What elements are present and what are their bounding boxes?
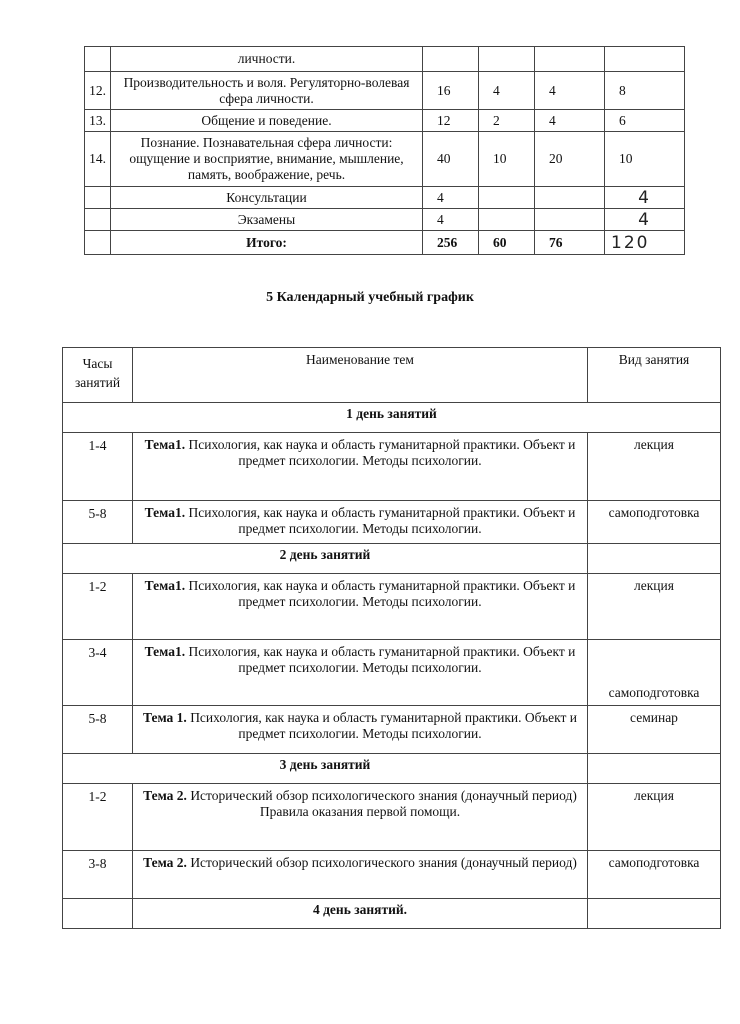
empty-cell — [588, 544, 721, 574]
type-cell: лекция — [588, 433, 721, 501]
row-number: 13. — [85, 110, 111, 132]
total-hours: 12 — [423, 110, 479, 132]
day-row — [63, 754, 721, 784]
table-row — [85, 72, 685, 110]
table-row — [85, 110, 685, 132]
schedule-row — [63, 501, 721, 544]
tema-label: Тема1. — [144, 437, 186, 452]
topic-header: Наименование тем — [133, 348, 588, 403]
topic-name: Консультации — [111, 187, 423, 209]
schedule-row — [63, 784, 721, 851]
total-hours: 4 — [423, 209, 479, 231]
study-load-table — [84, 46, 685, 255]
hours-header — [63, 348, 133, 403]
hours-cell: 5-8 — [63, 501, 133, 544]
hours-cell: 3-8 — [63, 851, 133, 899]
type-cell: самоподготовка — [588, 501, 721, 544]
tema-label: Тема1. — [144, 505, 186, 520]
row-number — [85, 231, 111, 255]
topic-name: Общение и поведение. — [111, 110, 423, 132]
lecture-hours — [479, 187, 535, 209]
self-study-hours: 8 — [605, 72, 685, 110]
topic-cell — [133, 501, 588, 544]
lecture-hours: 4 — [479, 72, 535, 110]
topic-text: Психология, как наука и область гуманитарной практики. Объект и предмет психологии. Методы психологии. — [188, 644, 576, 675]
self-study-hours-handwritten: 4 — [605, 209, 685, 231]
hours-cell: 3-4 — [63, 640, 133, 706]
topic-name: личности. — [111, 47, 423, 72]
section-title: 5 Календарный учебный график — [266, 290, 474, 305]
tema-label: Тема1. — [144, 578, 186, 593]
topic-text: Психология, как наука и область гуманитарной практики. Объект и предмет психологии. Методы психологии. — [188, 505, 576, 536]
total-hours: 40 — [423, 132, 479, 187]
type-header: Вид занятия — [588, 348, 721, 403]
day-label: 3 день занятий — [63, 754, 588, 784]
empty-cell — [63, 899, 133, 929]
self-study-hours-handwritten: 120 — [605, 231, 685, 255]
topic-name: Производительность и воля. Регуляторно-волевая сфера личности. — [111, 72, 423, 110]
schedule-row — [63, 706, 721, 754]
empty-cell — [588, 754, 721, 784]
row-number — [85, 47, 111, 72]
seminar-hours — [535, 187, 605, 209]
hours-cell: 5-8 — [63, 706, 133, 754]
lecture-hours — [479, 47, 535, 72]
topic-text: Психология, как наука и область гуманитарной практики. Объект и предмет психологии. Методы психологии. — [190, 710, 578, 741]
day-row — [63, 544, 721, 574]
hours-cell: 1-2 — [63, 784, 133, 851]
seminar-hours — [535, 209, 605, 231]
total-hours — [423, 47, 479, 72]
schedule-row — [63, 851, 721, 899]
row-number: 12. — [85, 72, 111, 110]
lecture-hours: 10 — [479, 132, 535, 187]
topic-cell — [133, 706, 588, 754]
type-cell: семинар — [588, 706, 721, 754]
tema-label: Тема 2. — [143, 788, 187, 803]
schedule-row — [63, 640, 721, 706]
self-study-hours: 6 — [605, 110, 685, 132]
total-hours: 256 — [423, 231, 479, 255]
table-row — [85, 47, 685, 72]
total-row — [85, 231, 685, 255]
total-hours: 4 — [423, 187, 479, 209]
day-row — [63, 899, 721, 929]
tema-label: Тема 1. — [142, 710, 187, 725]
topic-name: Познание. Познавательная сфера личности: ощущение и восприятие, внимание, мышление, память, воображение, речь. — [111, 132, 423, 187]
seminar-hours: 4 — [535, 72, 605, 110]
self-study-hours — [605, 47, 685, 72]
topic-cell — [133, 851, 588, 899]
hours-header-line2: занятий — [74, 375, 121, 390]
type-cell: самоподготовка — [588, 640, 721, 706]
schedule-row — [63, 433, 721, 501]
seminar-hours — [535, 47, 605, 72]
topic-text: Исторический обзор психологического знания (донаучный период) Правила оказания первой помощи. — [190, 788, 577, 819]
topic-cell — [133, 433, 588, 501]
day-label: 2 день занятий — [63, 544, 588, 574]
lecture-hours: 2 — [479, 110, 535, 132]
lecture-hours: 60 — [479, 231, 535, 255]
schedule-table — [62, 347, 721, 929]
day-label: 1 день занятий — [63, 403, 721, 433]
seminar-hours: 20 — [535, 132, 605, 187]
self-study-hours: 10 — [605, 132, 685, 187]
topic-name: Экзамены — [111, 209, 423, 231]
topic-text: Психология, как наука и область гуманитарной практики. Объект и предмет психологии. Методы психологии. — [188, 437, 576, 468]
table-row — [85, 187, 685, 209]
seminar-hours: 4 — [535, 110, 605, 132]
topic-cell — [133, 640, 588, 706]
topic-cell — [133, 574, 588, 640]
schedule-row — [63, 574, 721, 640]
day-label: 4 день занятий. — [133, 899, 588, 929]
lecture-hours — [479, 209, 535, 231]
tema-label: Тема1. — [144, 644, 186, 659]
hours-header-line1: Часы — [82, 356, 113, 371]
hours-cell: 1-2 — [63, 574, 133, 640]
type-cell: лекция — [588, 784, 721, 851]
tema-label: Тема 2. — [143, 855, 187, 870]
day-row — [63, 403, 721, 433]
type-cell: самоподготовка — [588, 851, 721, 899]
empty-cell — [588, 899, 721, 929]
hours-cell: 1-4 — [63, 433, 133, 501]
self-study-hours-handwritten: 4 — [605, 187, 685, 209]
row-number — [85, 187, 111, 209]
topic-text: Исторический обзор психологического знания (донаучный период) — [190, 855, 577, 870]
type-cell: лекция — [588, 574, 721, 640]
row-number: 14. — [85, 132, 111, 187]
header-row — [63, 348, 721, 403]
topic-cell — [133, 784, 588, 851]
seminar-hours: 76 — [535, 231, 605, 255]
topic-text: Психология, как наука и область гуманитарной практики. Объект и предмет психологии. Методы психологии. — [188, 578, 576, 609]
total-label: Итого: — [111, 231, 423, 255]
total-hours: 16 — [423, 72, 479, 110]
table-row — [85, 132, 685, 187]
row-number — [85, 209, 111, 231]
table-row — [85, 209, 685, 231]
